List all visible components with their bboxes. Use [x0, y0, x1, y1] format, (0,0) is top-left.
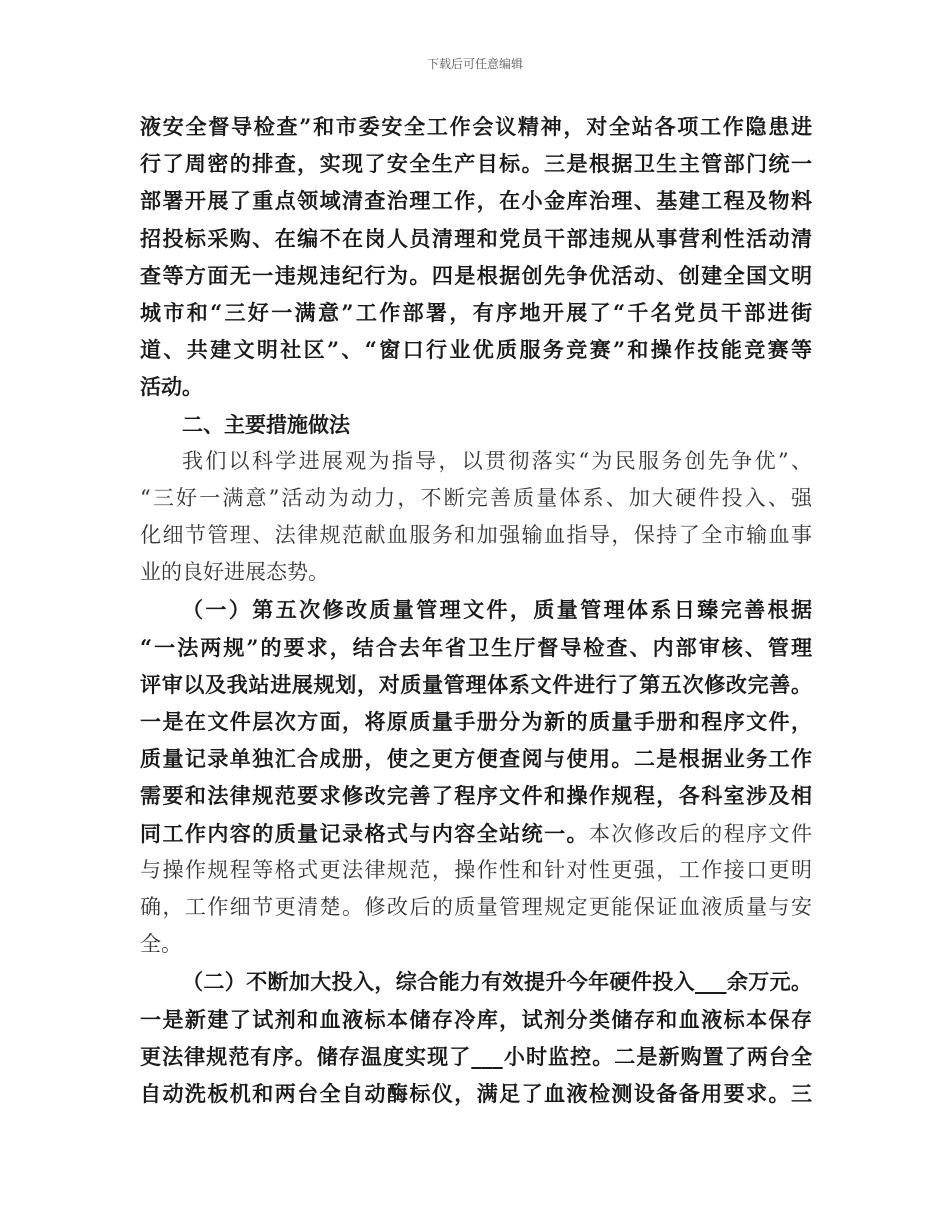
text-line: 自动洗板机和两台全自动酶标仪，满足了血液检测设备备用要求。三	[140, 1080, 812, 1106]
text-line: 液安全督导检查”和市委安全工作会议精神，对全站各项工作隐患进	[140, 114, 812, 139]
text-line: 评审以及我站进展规划，对质量管理体系文件进行了第五次修改完善。	[140, 671, 812, 697]
text-line: （一）第五次修改质量管理文件，质量管理体系日臻完善根据	[182, 597, 812, 623]
section-heading: 二、主要措施做法	[182, 411, 350, 437]
text-line: 招投标采购、在编不在岗人员清理和党员干部违规从事营利性活动清	[140, 225, 812, 251]
text-line: “三好一满意”活动为动力，不断完善质量体系、加大硬件投入、强	[140, 485, 812, 510]
text-line: 我们以科学进展观为指导，以贯彻落实“为民服务创先争优”、	[182, 448, 812, 473]
page-header: 下载后可任意编辑	[426, 57, 523, 71]
text-line: 一是在文件层次方面，将原质量手册分为新的质量手册和程序文件，	[140, 709, 812, 734]
text-bold-segment: 同工作内容的质量记录格式与内容全站统一。	[140, 820, 589, 846]
text-line: 质量记录单独汇合成册，使之更方便查阅与使用。二是根据业务工作	[140, 746, 812, 772]
text-line: 城市和“三好一满意”工作部署，有序地开展了“千名党员干部进街	[140, 299, 812, 325]
text-regular-segment: 本次修改后的程序文件	[588, 821, 813, 846]
text-line: （二）不断加大投入，综合能力有效提升今年硬件投入___余万元。	[182, 969, 812, 995]
paragraph-safety	[140, 108, 812, 406]
text-line: 行了周密的排查，实现了安全生产目标。三是根据卫生主管部门统一	[140, 151, 812, 177]
paragraph-investment	[140, 963, 812, 1112]
text-line: 确，工作细节更清楚。修改后的质量管理规定更能保证血液质量与安	[140, 894, 812, 919]
text-line: 更法律规范有序。储存温度实现了___小时监控。二是新购置了两台全	[140, 1043, 812, 1069]
text-line: 全。	[140, 932, 182, 957]
text-line: 与操作规程等格式更法律规范，操作性和针对性更强，工作接口更明	[140, 857, 812, 882]
text-line: 道、共建文明社区”、“窗口行业优质服务竞赛”和操作技能竞赛等	[140, 337, 812, 363]
paragraph-quality-documents	[140, 591, 812, 963]
paragraph-measures-intro	[140, 443, 812, 592]
text-line: 一是新建了试剂和血液标本储存冷库，试剂分类储存和血液标本保存	[140, 1006, 812, 1032]
text-line: “一法两规”的要求，结合去年省卫生厅督导检查、内部审核、管理	[140, 634, 812, 660]
text-line	[140, 815, 812, 852]
text-line: 业的良好进展态势。	[140, 560, 329, 585]
text-line: 查等方面无一违规违纪行为。四是根据创先争优活动、创建全国文明	[140, 262, 812, 288]
text-line: 需要和法律规范要求修改完善了程序文件和操作规程，各科室涉及相	[140, 783, 812, 809]
text-line: 部署开展了重点领域清查治理工作，在小金库治理、基建工程及物料	[140, 188, 812, 214]
document-body	[140, 108, 812, 1112]
text-line: 化细节管理、法律规范献血服务和加强输血指导，保持了全市输血事	[140, 523, 812, 548]
text-line: 活动。	[140, 374, 203, 400]
